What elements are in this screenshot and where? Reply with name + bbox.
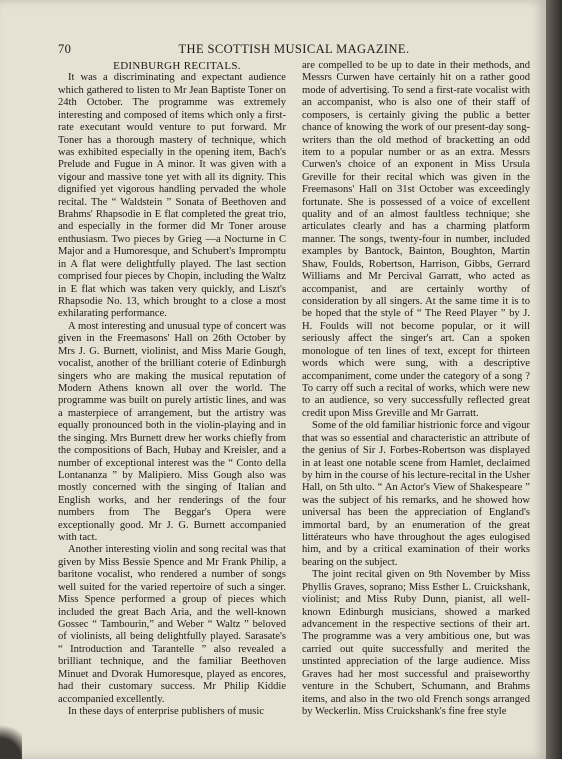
paragraph-burnett-gough-concert: A most interesting and unusual type of concert was given in the Freemasons' Hall on 26th October by Mrs J. G. Burnett, violinist, and Miss Marie Gough, vocalist, another of the brilliant coterie of Edinburgh singers who are making the musical reputation of Modern Athens known all over the world. The programme was built on purely artistic lines, and was a masterpiece of arrangement, but the artistry was equally pronounced both in the violin-playing and in the singing. Mrs Burnett drew her works chiefly from the compositions of Bach, Hubay and Kreisler, and a number of exceptional interest was the “ Conto della Lontananza ” by Malipiero. Miss Gough also was mostly concerned with the singing of Italian and English works, and her renderings of the four numbers from The Beggar's Opera were exceptionally good. Mr J. G. Burnett accompanied with tact. [58, 320, 286, 544]
page-header [58, 42, 530, 58]
right-column [302, 60, 530, 718]
paragraph-curwen-continued: are compelled to be up to date in their methods, and Messrs Curwen have certainly hit on a rather good mode of advertising. To send a first-rate vocalist with an accompanist, who is also one of their staff of composers, is certainly giving the public a better chance of knowing the work of our present-day song-writers than the old method of bracketting an odd item to a popular number or as an extra. Messrs Curwen's choice of an exponent in Miss Ursula Greville for their recital which was given in the Freemasons' Hall on 31st October was exceedingly fortunate. She is possessed of a voice of excellent quality and of an almost faultless technique; she articulates clearly and has a charming platform manner. The songs, twenty-four in number, included examples by Bantock, Bainton, Boughton, Martin Shaw, Foulds, Robertson, Harrison, Gibbs, Gerrard Williams and Mr Percival Garratt, who acted as accompanist, and are certainly worthy of consideration by all singers. At the same time it is to be hoped that the style of “ The Reed Player ” by J. H. Foulds will not become popular, or it will seriously affect the singer's art. Can a spoken monologue of ten lines of text, except for thirteen words which were sung, with a descriptive accompaniment, come under the category of a song ? To carry off such a recital of works, which were new to an audience, so very successfully reflected great credit upon Miss Greville and Mr Garratt. [302, 60, 530, 419]
paragraph-joint-recital: The joint recital given on 9th November by Miss Phyllis Graves, soprano; Miss Esther L. Cruickshank, violinist; and Miss Ruby Dunn, pianist, all well-known Edinburgh musicians, showed a marked advancement in the respective sections of their art. The programme was a very ambitious one, but was carried out quite successfully and merited the unstinted appreciation of the large audience. Miss Graves had her most successful and praiseworthy venture in the Schubert, Schumann, and Brahms items, and also in the two old French songs arranged by Weckerlin. Miss Cruickshank's fine free style [302, 569, 530, 717]
paragraph-forbes-robertson: Some of the old familiar histrionic force and vigour that was so essential and characteristic an attribute of the genius of Sir J. Forbes-Robertson was displayed in at least one notable scene from Hamlet, declaimed by him in the course of his lecture-recital in the Usher Hall, on 5th ulto. “ An Actor's View of Shakespeare ” was the subject of his remarks, and he showed how universal has been the appreciation of England's immortal bard, by an enumeration of the great littérateurs who have throughout the ages eulogised him, and by a critical examination of their works bearing on the subject. [302, 420, 530, 568]
running-title: THE SCOTTISH MUSICAL MAGAZINE. [178, 42, 410, 56]
paragraph-spence-philip-recital: Another interesting violin and song recital was that given by Miss Bessie Spence and Mr Frank Philip, a baritone vocalist, who rendered a number of songs well suited for the varied repertoire of such a singer. Miss Spence performed a group of pieces which included the great Bach Aria, and the well-known Gossec “ Tambourin,” and Weber “ Waltz ” beloved of violinists, all being delightfully played. Sarasate's “ Introduction and Tarantelle ” also revealed a brilliant technique, and the familiar Beethoven Minuet and Dvorak Humoresque, played as encores, had their customary success. Mr Philip Kiddie accompanied excellently. [58, 544, 286, 705]
paragraph-toner-recital: It was a discriminating and expectant audience which gathered to listen to Mr Jean Baptiste Toner on 24th October. The programme was extremely interesting and composed of items which only a first-rate executant would venture to put forward. Mr Toner has a thorough mastery of technique, which was exhibited especially in the opening item, Bach's Prelude and Fugue in A minor. It was given with a vigour and massive tone yet with all its dignity. This dignified yet vigorous handling pervaded the whole recital. The “ Waldstein ” Sonata of Beethoven and Brahms' Rhapsodie in E flat completed the great trio, and especially in the former did Mr Toner arouse enthusiasm. Two pieces by Grieg —a Nocturne in C Major and a Humoresque, and Schubert's Impromptu in A flat were delightfully played. The last section comprised four pieces by Chopin, including the Waltz in E flat which was taken very quickly, and Liszt's Rhapsodie No. 13, which brought to a close a most exhilarating performance. [58, 72, 286, 320]
corner-shadow [0, 719, 22, 759]
paragraph-publishers-start: In these days of enterprise publishers of music [68, 705, 264, 717]
article-heading: EDINBURGH RECITALS. [113, 60, 241, 72]
left-column [58, 60, 286, 718]
page-number: 70 [58, 42, 72, 56]
binding-edge [546, 0, 562, 759]
